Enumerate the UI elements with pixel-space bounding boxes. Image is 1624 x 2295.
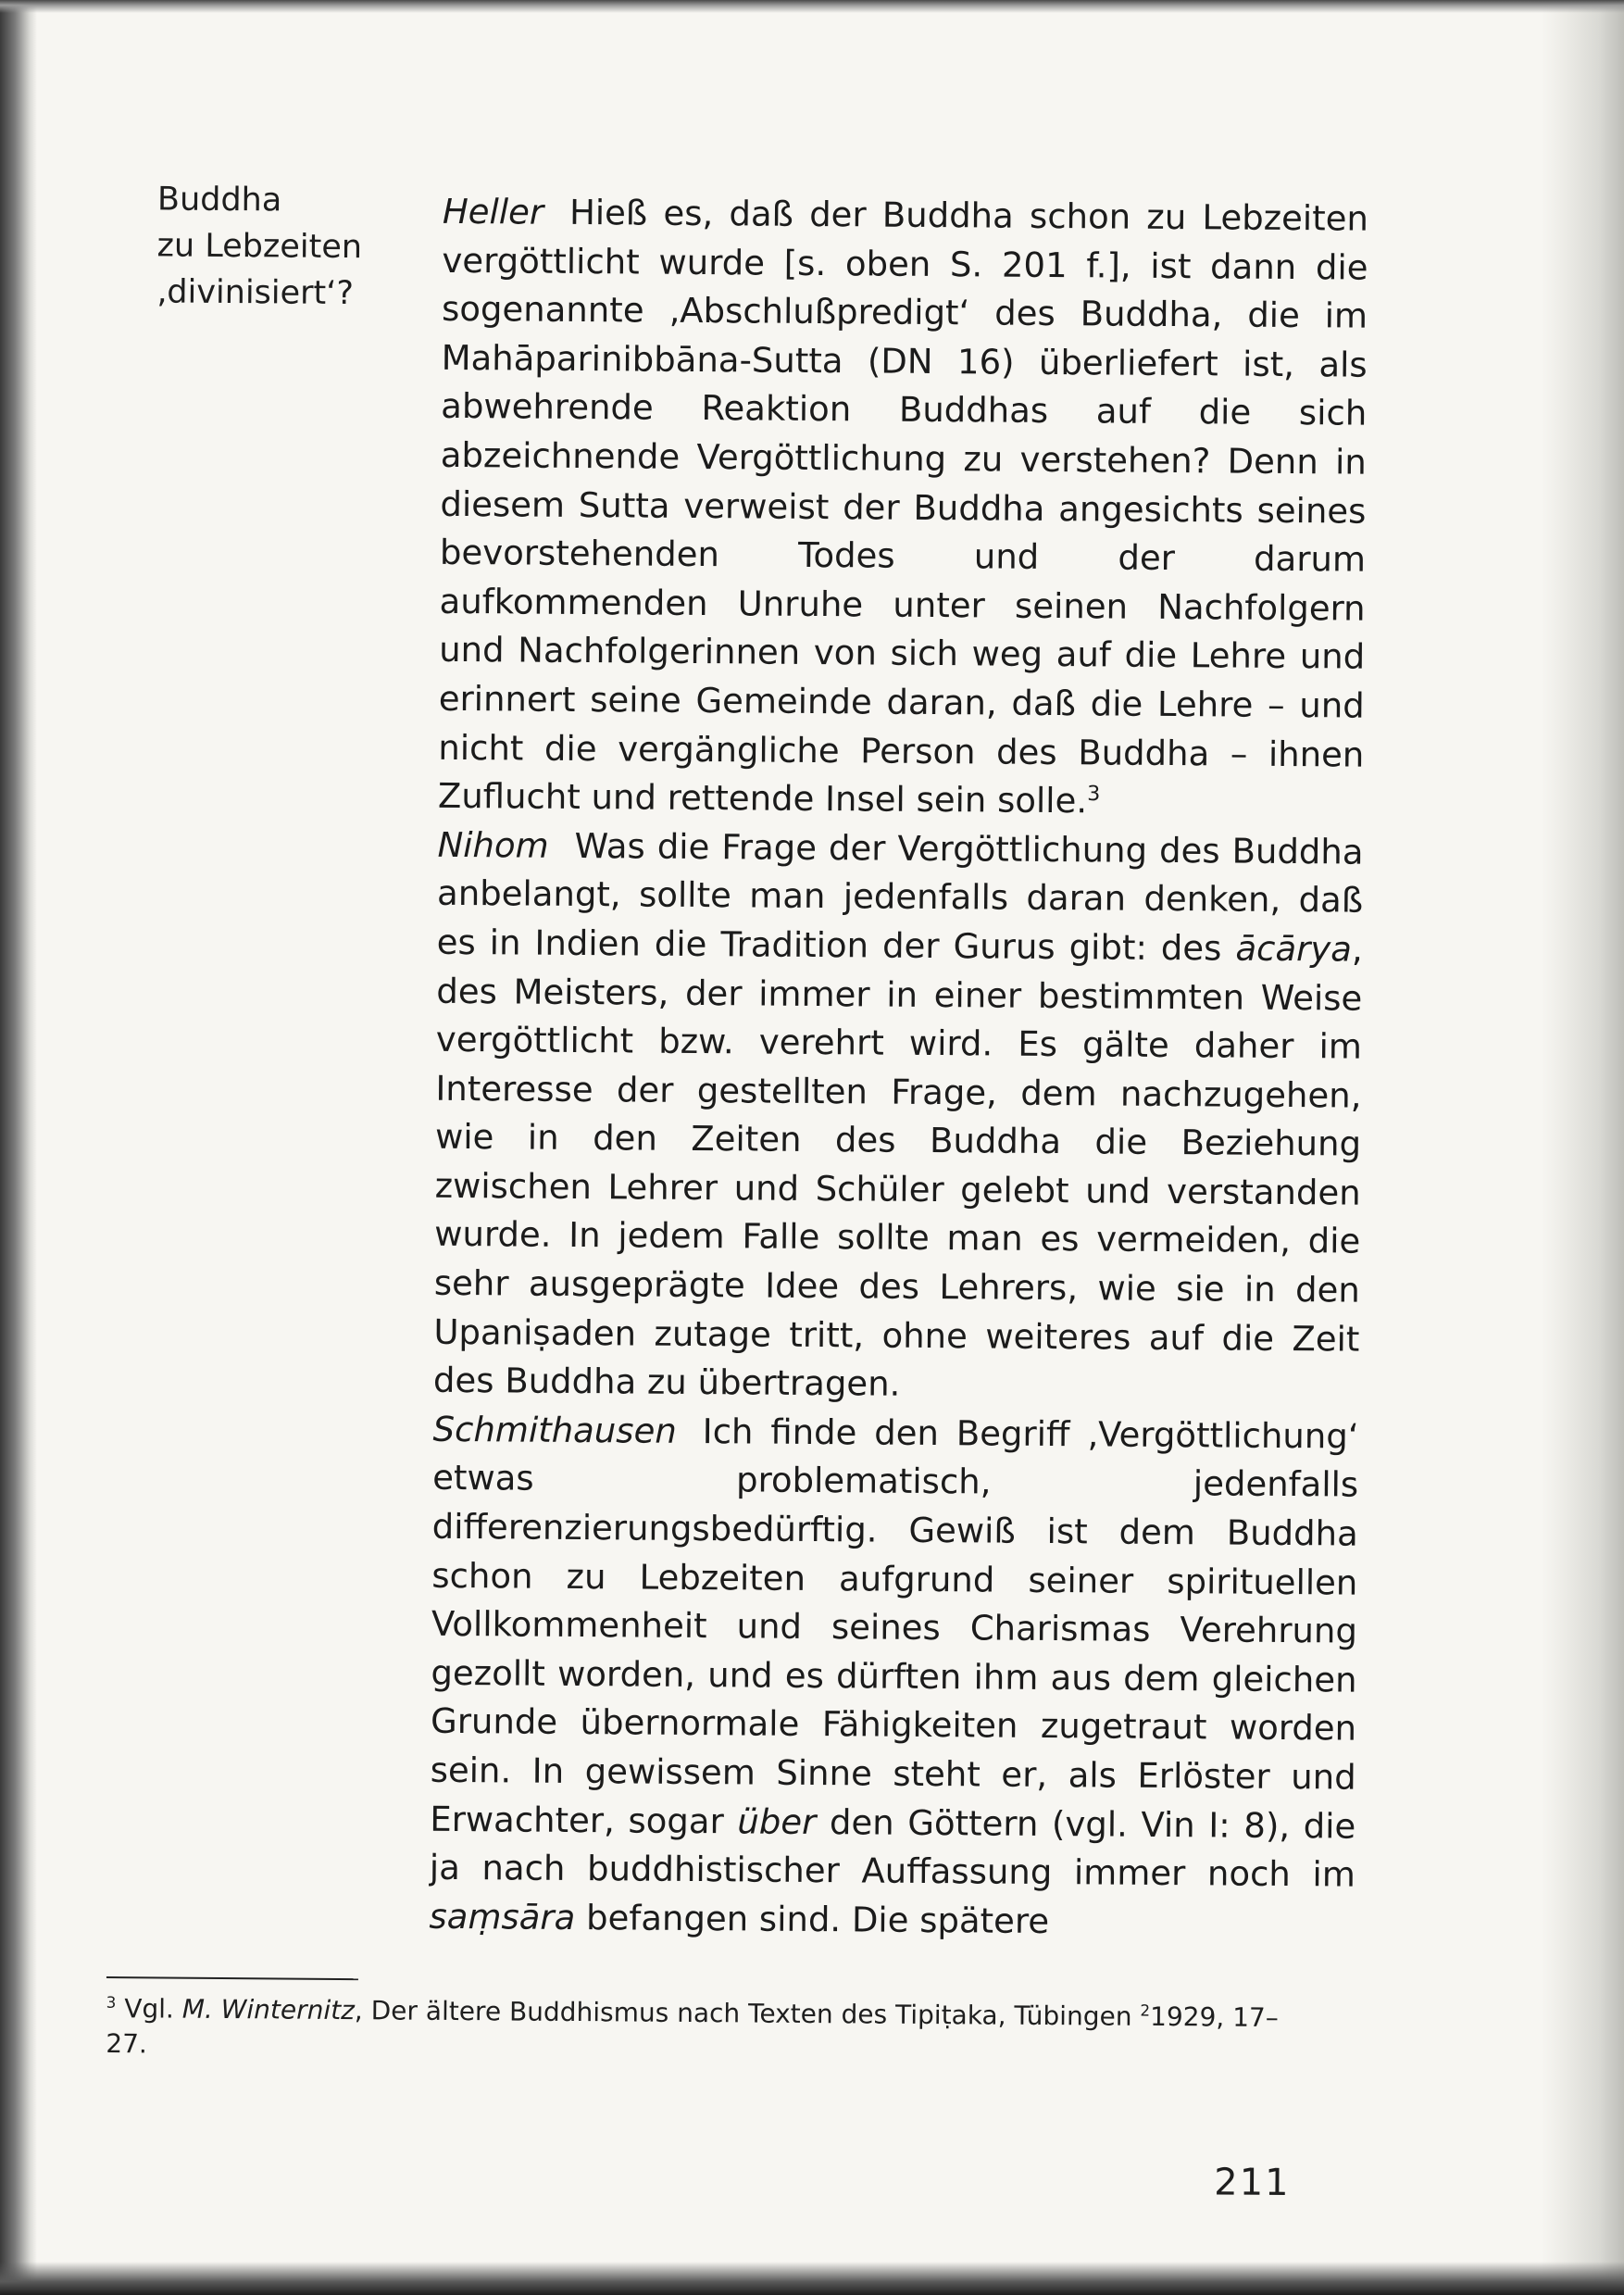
paragraph-text: Hieß es, daß der Buddha schon zu Lebzeiten vergöttlicht wurde [s. oben S. 201 f.], ist dann die sogenannte ‚Abschlußpredigt‘ des Buddha, die im Mahāparinibbāna-Sutta (DN 16) überliefert ist, als abwehrende Reaktion Buddhas auf die sich abzeichnende Vergöttlichung zu verstehen? Denn in diesem Sutta verweist der Buddha angesichts seines bevorstehenden Todes und der darum aufkommenden Unruhe unter seinen Nachfolgern und Nachfolgerinnen von sich weg auf die Lehre und erinnert seine Gemeinde daran, daß die Lehre – und nicht die vergängliche Person des Buddha – ihnen Zuflucht und rettende Insel sein solle. [437, 192, 1369, 821]
footnote-text: 1929, 17–27. [106, 2000, 1279, 2060]
footnote-text: Vgl. [124, 1993, 182, 2025]
margin-note [156, 176, 380, 317]
footnote-author: M. Winternitz [181, 1993, 356, 2026]
main-text [429, 188, 1368, 1949]
footnote-edition: 2 [1140, 2000, 1151, 2020]
paragraph-text: , des Meisters, der immer in einer bestimmten Weise vergöttlicht bzw. verehrt wird. Es gälte daher im Interesse der gestellten Frage, dem nachzugehen, wie in den Zeiten des Buddha die Beziehung zwischen Lehrer und Schüler gelebt und verstanden wurde. In jedem Falle sollte man es vermeiden, die sehr ausgeprägte Idee des Lehrers, wie sie in den Upaniṣaden zutage tritt, ohne weiteres auf die Zeit des Buddha zu übertragen. [432, 929, 1363, 1405]
speaker-name: Schmithausen [432, 1409, 677, 1451]
italic-term: ācārya [1235, 928, 1353, 970]
paragraph-heller [438, 188, 1368, 829]
paragraph-text: befangen sind. Die spätere [575, 1897, 1050, 1941]
page-number: 211 [1214, 2161, 1291, 2205]
italic-term: über [737, 1800, 817, 1842]
footnote [106, 1991, 1310, 2071]
paragraph-schmithausen [429, 1406, 1359, 1949]
footnote-text: , Der ältere Buddhismus nach Texten des Tipiṭaka, Tübingen [354, 1995, 1141, 2032]
paragraph-nihom [433, 821, 1364, 1413]
footnote-reference: 3 [1087, 782, 1101, 807]
paragraph-text: Ich finde den Begriff ‚Vergöttlichung‘ etwas problematisch, jedenfalls differenzierungsbedürftig. Gewiß ist dem Buddha schon zu Lebzeiten aufgrund seiner spirituellen Vollkommenheit und seines Charismas Verehrung gezollt worden, und es dürften ihm aus dem gleichen Grunde übernormale Fähigkeiten zugetraut worden sein. In gewissem Sinne steht er, als Erlöster und Erwachter, sogar [430, 1411, 1359, 1841]
italic-term: saṃsāra [429, 1896, 576, 1938]
margin-note-line: Buddha [156, 181, 282, 219]
paragraph-text: Was die Frage der Vergöttlichung des Buddha anbelangt, sollte man jedenfalls daran denken, daß es in Indien die Tradition der Gurus gibt: des [436, 825, 1364, 969]
footnote-divider [106, 1976, 358, 1980]
speaker-name: Nihom [437, 824, 549, 866]
margin-note-line: ‚divinisiert‘? [156, 273, 355, 313]
paragraph-text: den Göttern (vgl. Vin I: 8), die ja nach buddhistischer Auffassung immer noch im [429, 1801, 1356, 1895]
margin-note-line: zu Lebzeiten [156, 227, 363, 267]
speaker-name: Heller [442, 191, 544, 232]
footnote-number: 3 [106, 1992, 117, 2012]
